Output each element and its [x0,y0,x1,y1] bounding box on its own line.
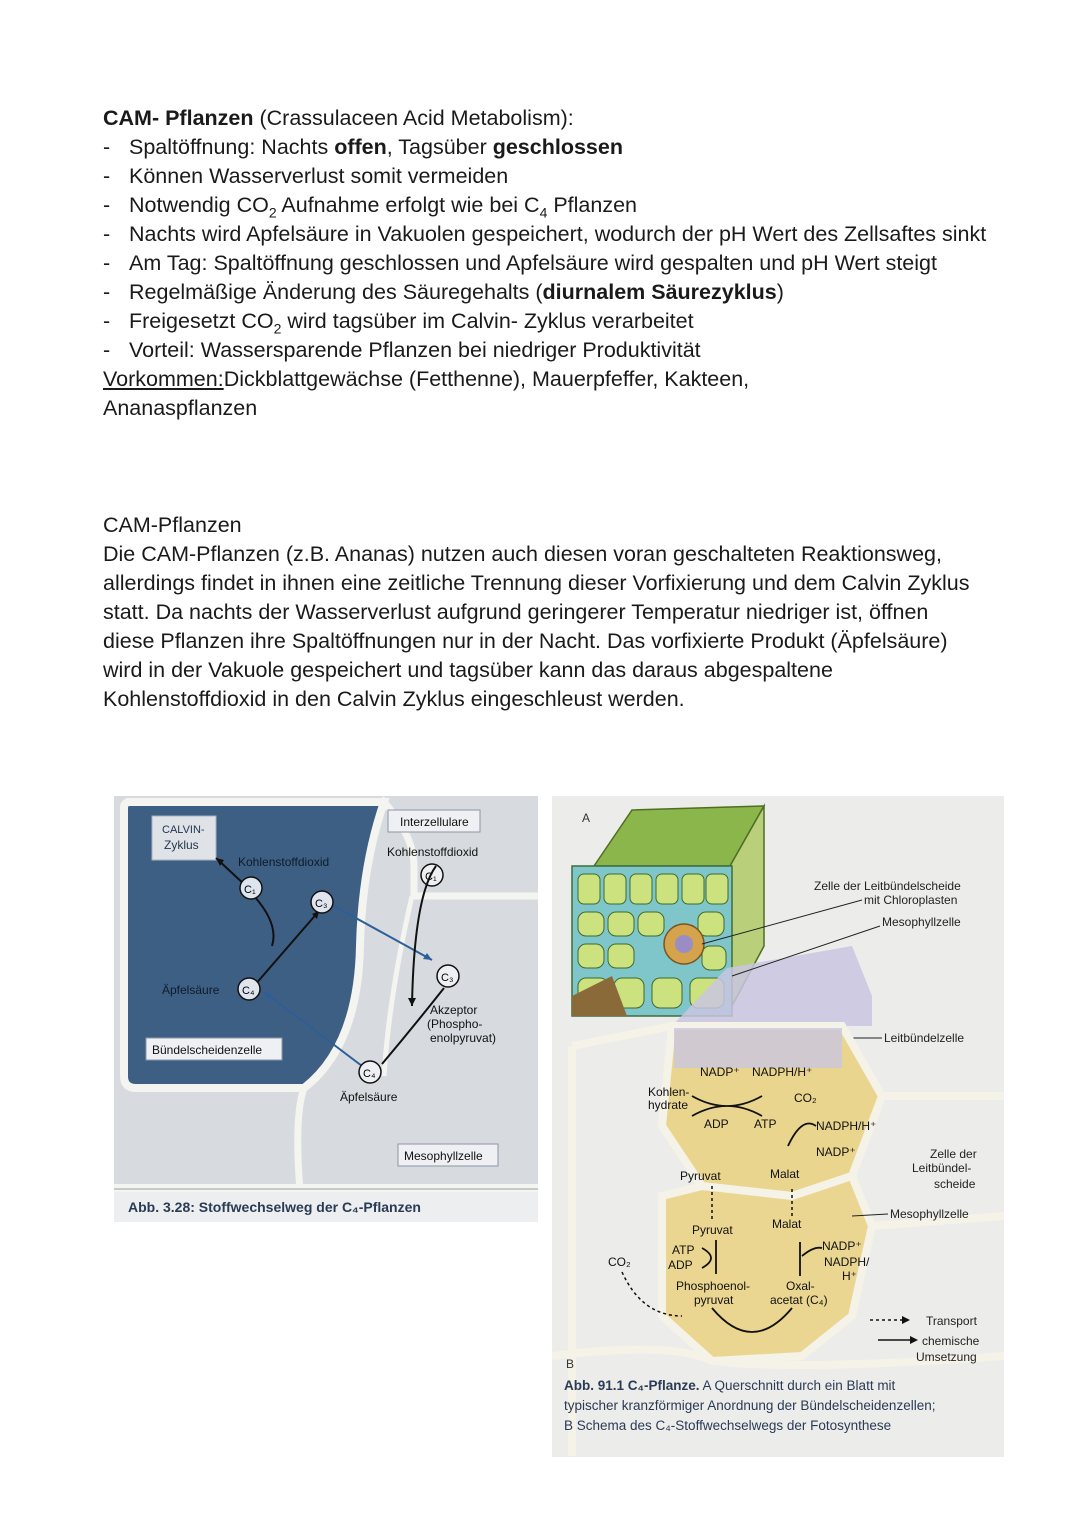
list-item: - Können Wasserverlust somit vermeiden [103,162,1003,191]
nadp-low-label: NADP⁺ [822,1239,862,1253]
malat-top-label: Malat [770,1167,800,1181]
legend-chem-label-1: chemische [922,1334,980,1348]
legend-chem-label-2: Umsetzung [916,1350,977,1364]
pep-label-1: Phosphoenol- [676,1279,751,1293]
figure-c4-pathway-scheme [114,796,538,1222]
vorkommen-line: Vorkommen:Dickblattgewächse (Fetthenne), Mauerpfeffer, Kakteen, Ananaspflanzen [103,367,750,420]
list-item: - Notwendig $CO_2$ Aufnahme erfolgt wie bei $C_4$ Pflanzen [103,191,1003,220]
kohlenhydrate-label-1: Kohlen- [648,1085,690,1099]
kohlenstoffdioxid-left-label: Kohlenstoffdioxid [238,855,330,869]
section-title: CAM- Pflanzen (Crassulaceen Acid Metabolism): [103,106,574,130]
aepfelsaeure-left-label: Äpfelsäure [162,983,220,997]
list-item: - Vorteil: Wassersparende Pflanzen bei niedriger Produktivität [103,336,1003,365]
paragraph-title: CAM-Pflanzen [103,513,242,537]
c1-left-label: C₁ [244,884,256,896]
buendelscheidenzelle-label: Bündelscheidenzelle [152,1043,263,1057]
zelle-der-label-1: Zelle der [930,1147,977,1161]
label-b: B [566,1357,575,1371]
co2-low-label: CO₂ [608,1255,631,1269]
adp-low-label: ADP [668,1258,693,1272]
c4-left-label: C₄ [242,985,255,997]
section-cam-summary [103,104,1003,423]
list-item: - Nachts wird Apfelsäure in Vakuolen gespeichert, wodurch der pH Wert des Zellsaftes sinkt [103,220,1003,249]
figure-1-svg [114,796,538,1222]
list-item: - Am Tag: Spaltöffnung geschlossen und Apfelsäure wird gespalten und pH Wert steigt [103,249,1003,278]
c1-right-label: C₁ [425,871,437,883]
nadph-low-label-1: NADPH/ [824,1255,870,1269]
atp-low-label: ATP [672,1243,695,1257]
zelle-leitbuendelscheide-label-2: mit Chloroplasten [864,893,958,907]
nadph-low-label-2: H⁺ [842,1269,857,1283]
kohlenhydrate-label-2: hydrate [648,1098,689,1112]
oxal-label-1: Oxal- [786,1279,815,1293]
label-a: A [582,811,591,825]
akzeptor-label-2: (Phospho- [427,1017,483,1031]
pyruvat-top-label: Pyruvat [680,1169,721,1183]
vessel-strip [674,1028,842,1068]
zelle-der-label-2: Leitbündel- [912,1161,972,1175]
kohlenstoffdioxid-right-label: Kohlenstoffdioxid [387,845,479,859]
zelle-leitbuendelscheide-label-1: Zelle der Leitbündelscheide [814,879,961,893]
nadp-right-label: NADP⁺ [816,1145,856,1159]
nadph-top-label: NADPH/H⁺ [752,1065,813,1079]
adp-top-label: ADP [704,1117,729,1131]
figure-c4-leaf-cross-section [552,796,1004,1457]
co2-top-label: CO₂ [794,1091,817,1105]
c3-left-label: C₃ [315,898,328,910]
figure-2-caption-line-1: Abb. 91.1 C₄-Pflanze. A Querschnitt durch ein Blatt mit [564,1378,896,1393]
figure-2-caption-line-3: B Schema des C₄-Stoffwechselwegs der Fotosynthese [564,1418,892,1433]
mesophyllzelle-mid-label: Mesophyllzelle [890,1207,969,1221]
akzeptor-label-1: Akzeptor [430,1003,478,1017]
bullet-list [103,133,1003,365]
list-item: - Regelmäßige Änderung des Säuregehalts (diurnalem Säurezyklus) [103,278,1003,307]
malat-low-label: Malat [772,1217,802,1231]
c4-bottom-label: C₄ [363,1068,376,1080]
mesophyllzelle-top-label: Mesophyllzelle [882,915,961,929]
zelle-der-label-3: scheide [934,1177,976,1191]
akzeptor-label-3: enolpyruvat) [430,1031,497,1045]
figure-1-caption: Abb. 3.28: Stoffwechselweg der C₄-Pflanzen [128,1199,421,1215]
nadph-right-label: NADPH/H⁺ [816,1119,877,1133]
list-item: - Freigesetzt $CO_2$ wird tagsüber im Calvin- Zyklus verarbeitet [103,307,1003,336]
pep-label-2: pyruvat [694,1293,734,1307]
figure-2-svg [552,796,1004,1457]
calvin-label-1: CALVIN- [162,824,205,836]
nadp-plus-top-label: NADP⁺ [700,1065,740,1079]
legend-transport-label: Transport [926,1314,977,1328]
calvin-label-2: Zyklus [164,838,199,852]
atp-top-label: ATP [754,1117,777,1131]
pyruvat-low-label: Pyruvat [692,1223,733,1237]
list-item: - Spaltöffnung: Nachts offen, Tagsüber geschlossen [103,133,1003,162]
interzellulare-label: Interzellulare [400,815,469,829]
figure-2-caption-line-2: typischer kranzförmiger Anordnung der Bündelscheidenzellen; [564,1398,936,1413]
aepfelsaeure-bottom-label: Äpfelsäure [340,1090,398,1104]
paragraph-body: Die CAM-Pflanzen (z.B. Ananas) nutzen auch diesen voran geschalteten Reaktionsweg, allerdings findet in ihnen eine zeitliche Trennung dieser Vorfixierung und dem Calvin Zyklus statt. Da nachts der Wasserverlust aufgrund geringerer Temperatur niedriger ist, öffnen diese Pflanzen ihre Spaltöffnungen nur in der Nacht. Das vorfixierte Produkt (Äpfelsäure) wird in der Vakuole gespeichert und tagsüber kann das daraus abgespaltene Kohlenstoffdioxid in den Calvin Zyklus eingeschleust werden. [103,542,970,711]
cell-wall-base [114,1184,538,1192]
mesophyllzelle-label: Mesophyllzelle [404,1149,483,1163]
oxal-label-2: acetat (C₄) [770,1293,828,1307]
c3-right-label: C₃ [441,972,454,984]
vascular-core [675,935,693,953]
section-cam-paragraph [103,511,983,714]
leitbuendelzelle-label: Leitbündelzelle [884,1031,965,1045]
